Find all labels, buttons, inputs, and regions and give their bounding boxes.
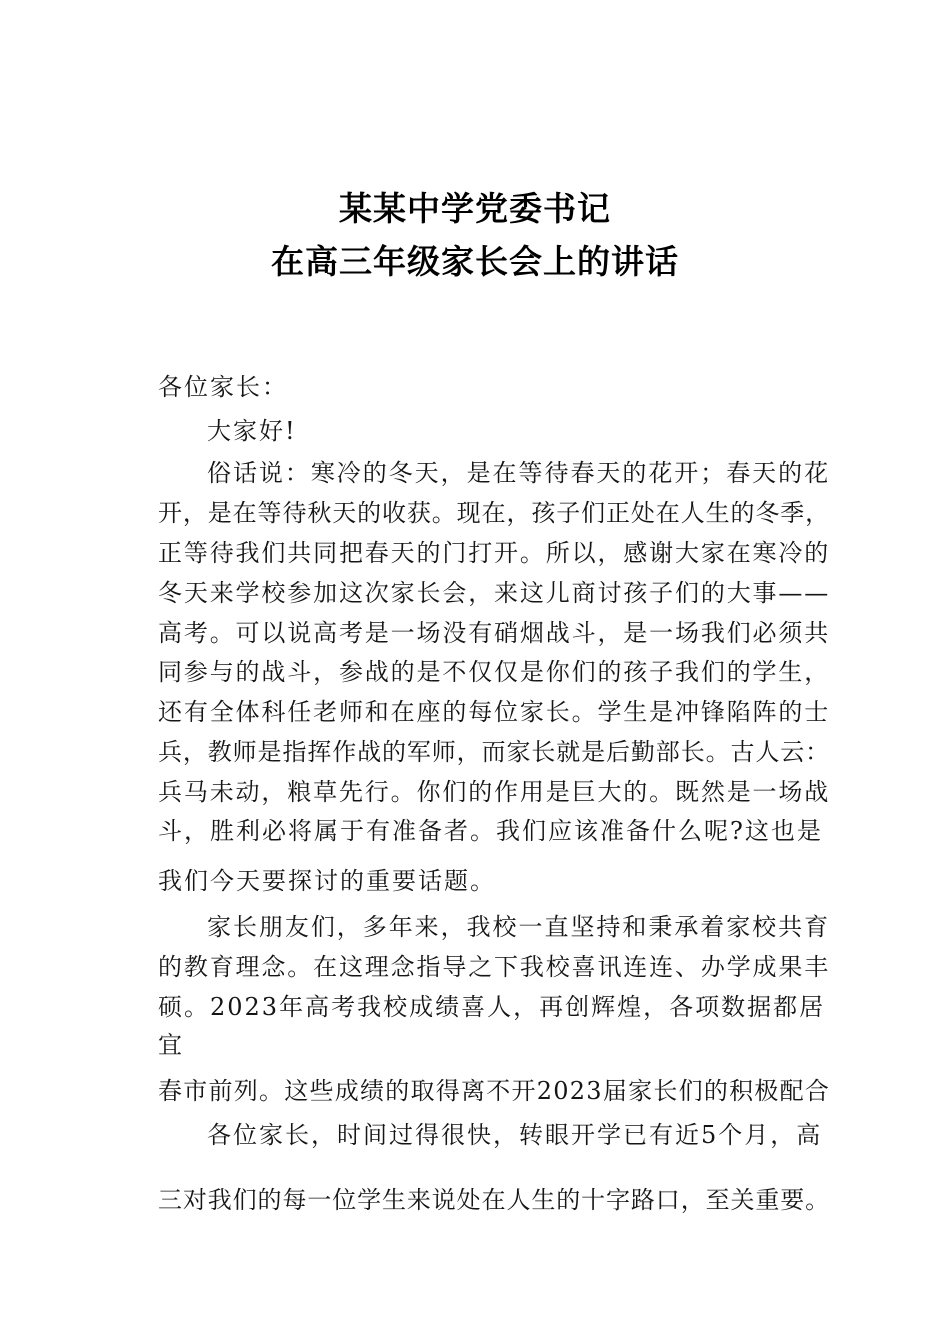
body-line-17: 各位家长，时间过得很快，转眼开学已有近5个月，高 xyxy=(207,1121,823,1149)
body-line-5: 高考。可以说高考是一场没有硝烟战斗，是一场我们必须共 xyxy=(158,619,831,647)
body-line-3: 正等待我们共同把春天的门打开。所以，感谢大家在寒冷的 xyxy=(158,539,831,567)
greeting: 大家好! xyxy=(207,417,297,445)
body-line-7: 还有全体科任老师和在座的每位家长。学生是冲锋陷阵的士 xyxy=(158,698,831,726)
title-line-2: 在高三年级家长会上的讲话 xyxy=(271,242,679,281)
salutation: 各位家长： xyxy=(158,373,288,401)
body-line-11: 我们今天要探讨的重要话题。 xyxy=(158,867,496,895)
title-line-1: 某某中学党委书记 xyxy=(339,189,611,228)
body-line-10: 斗，胜利必将属于有准备者。我们应该准备什么呢?这也是 xyxy=(158,817,823,845)
body-line-12: 家长朋友们，多年来，我校一直坚持和秉承着家校共育 xyxy=(207,913,831,941)
body-line-4: 冬天来学校参加这次家长会，来这儿商讨孩子们的大事—— xyxy=(158,579,831,607)
body-line-15: 宜 xyxy=(158,1031,184,1059)
document-title xyxy=(0,182,950,288)
body-line-18: 三对我们的每一位学生来说处在人生的十字路口，至关重要。 xyxy=(158,1186,831,1214)
body-line-9: 兵马未动，粮草先行。你们的作用是巨大的。既然是一场战 xyxy=(158,778,831,806)
body-line-1: 俗话说：寒冷的冬天，是在等待春天的花开；春天的花 xyxy=(207,459,831,487)
body-line-14: 硕。2023年高考我校成绩喜人，再创辉煌，各项数据都居 xyxy=(158,993,826,1021)
body-line-8: 兵，教师是指挥作战的军师，而家长就是后勤部长。古人云： xyxy=(158,738,831,766)
body-line-16: 春市前列。这些成绩的取得离不开2023届家长们的积极配合 xyxy=(158,1077,831,1105)
body-line-13: 的教育理念。在这理念指导之下我校喜讯连连、办学成果丰 xyxy=(158,953,831,981)
body-line-6: 同参与的战斗，参战的是不仅仅是你们的孩子我们的学生， xyxy=(158,658,831,686)
body-line-2: 开，是在等待秋天的收获。现在，孩子们正处在人生的冬季， xyxy=(158,499,831,527)
